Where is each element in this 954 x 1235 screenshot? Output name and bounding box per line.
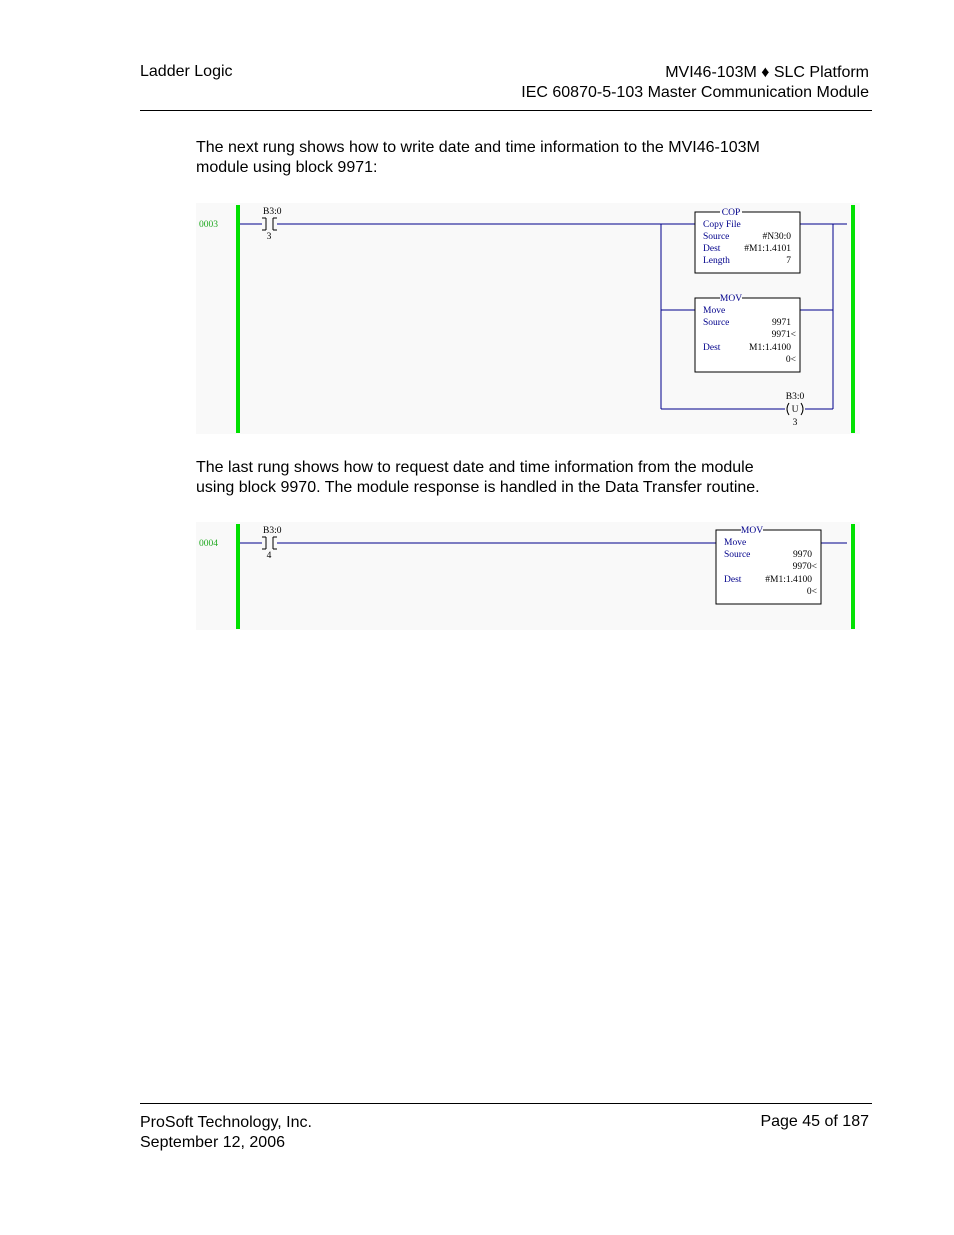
- cop-name: Copy File: [703, 220, 741, 230]
- rung-number: 0004: [199, 539, 218, 549]
- header-product-line: MVI46-103M ♦ SLC Platform: [665, 64, 869, 81]
- footer-rule: [140, 1103, 872, 1104]
- ladder-rung-0004: [196, 522, 860, 630]
- unlatch-coil: [786, 392, 805, 428]
- cop-length: 7: [786, 256, 791, 266]
- mov-instruction-block: [716, 526, 821, 604]
- header-title-block: [521, 63, 869, 103]
- header-rule: [140, 110, 872, 111]
- contact-address: B3:0: [263, 207, 282, 217]
- paragraph-line: The last rung shows how to request date and time information from the module: [196, 459, 754, 476]
- cop-dest-label: Dest: [703, 244, 721, 254]
- header-section: Ladder Logic: [140, 63, 233, 80]
- mov-source: 9971: [772, 318, 791, 328]
- cop-length-label: Length: [703, 256, 730, 266]
- left-power-rail: [236, 524, 240, 629]
- mov-title: MOV: [719, 294, 743, 304]
- mov-dest: M1:1.4100: [749, 343, 791, 353]
- footer-left: [140, 1113, 312, 1153]
- mov-source-label: Source: [724, 550, 751, 560]
- left-power-rail: [236, 205, 240, 433]
- paragraph-rung-0003: [196, 138, 836, 178]
- mov-source-value: 9971<: [771, 330, 796, 340]
- ladder-rung-0003: [196, 203, 860, 434]
- mov-title: MOV: [740, 526, 764, 536]
- cop-instruction-block: [695, 208, 800, 273]
- coil-symbol: U: [791, 405, 799, 415]
- cop-title: COP: [721, 208, 741, 218]
- paragraph-rung-0004: [196, 458, 836, 498]
- contact-bit: 4: [266, 551, 272, 561]
- rung-number: 0003: [199, 220, 218, 230]
- mov-dest-value: 0<: [785, 355, 796, 365]
- paragraph-line: The next rung shows how to write date and time information to the MVI46-103M: [196, 139, 760, 156]
- cop-dest: #M1:1.4101: [744, 244, 791, 254]
- mov-dest-label: Dest: [724, 575, 742, 585]
- right-power-rail: [851, 524, 855, 629]
- footer-page-number: Page 45 of 187: [760, 1113, 869, 1130]
- header-module-title: IEC 60870-5-103 Master Communication Module: [521, 84, 869, 101]
- cop-source: #N30:0: [762, 232, 791, 242]
- mov-source-label: Source: [703, 318, 730, 328]
- mov-source: 9970: [793, 550, 812, 560]
- mov-name: Move: [724, 538, 747, 548]
- contact-bit: 3: [266, 232, 272, 242]
- mov-dest-value: 0<: [806, 587, 817, 597]
- mov-dest: #M1:1.4100: [765, 575, 812, 585]
- coil-address: B3:0: [785, 392, 805, 402]
- mov-dest-label: Dest: [703, 343, 721, 353]
- cop-source-label: Source: [703, 232, 730, 242]
- right-power-rail: [851, 205, 855, 433]
- footer-company: ProSoft Technology, Inc.: [140, 1114, 312, 1131]
- contact-address: B3:0: [263, 526, 282, 536]
- coil-bit: 3: [792, 418, 798, 428]
- footer-date: September 12, 2006: [140, 1134, 285, 1151]
- mov-name: Move: [703, 306, 726, 316]
- mov-instruction-block: [695, 294, 800, 372]
- paragraph-line: module using block 9971:: [196, 159, 378, 176]
- paragraph-line: using block 9970. The module response is handled in the Data Transfer routine.: [196, 479, 760, 496]
- mov-source-value: 9970<: [792, 562, 817, 572]
